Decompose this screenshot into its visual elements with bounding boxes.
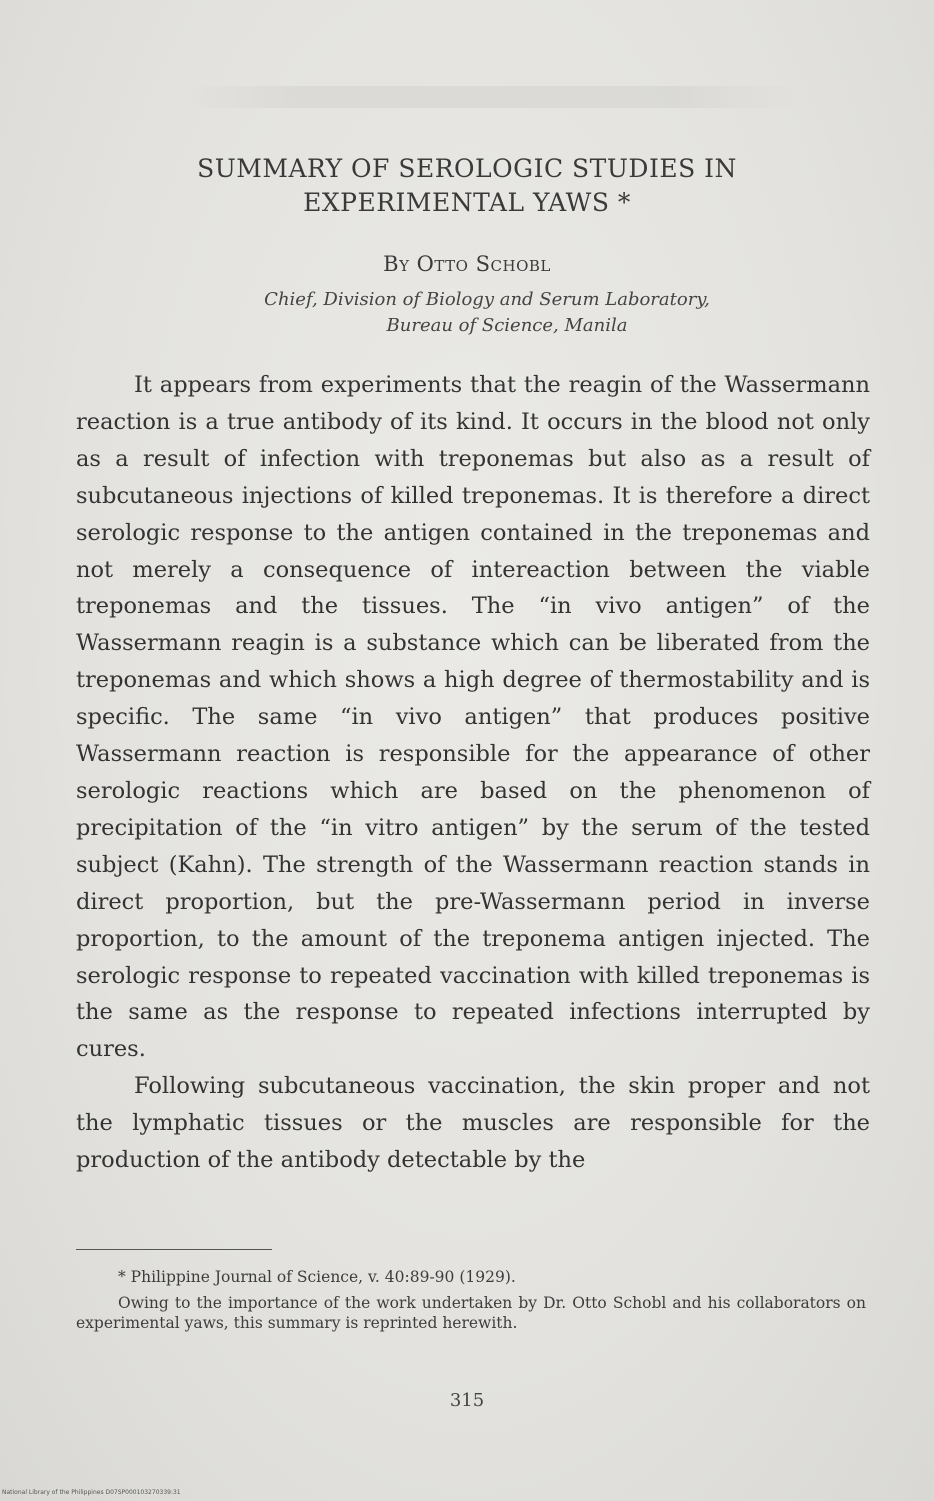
author-affiliation — [0, 287, 934, 339]
title-line-2: EXPERIMENTAL YAWS * — [303, 188, 631, 217]
article-body — [76, 367, 870, 1179]
article-title — [0, 152, 934, 220]
title-line-1: SUMMARY OF SEROLOGIC STUDIES IN — [197, 154, 737, 183]
page-number: 315 — [449, 1390, 485, 1411]
body-paragraph-1: It appears from experiments that the reagin of the Wassermann reaction is a true antibody of its kind. It occurs in the blood not only as a result of infection with treponemas but also as a result of subcutaneous injections of killed treponemas. It is therefore a direct serologic response to the antigen contained in the treponemas and not merely a consequence of intereaction between the viable treponemas and the tissues. The “in vivo antigen” of the Wassermann reagin is a substance which can be liberated from the treponemas and which shows a high degree of thermostability and is specific. The same “in vivo antigen” that produces positive Wassermann reaction is responsible for the appearance of other serologic reactions which are based on the phenomenon of precipitation of the “in vitro antigen” by the serum of the tested subject (Kahn). The strength of the Wassermann reaction stands in direct proportion, but the pre-Wassermann period in inverse proportion, to the amount of the treponema antigen injected. The serologic response to repeated vaccination with killed treponemas is the same as the response to repeated infections interrupted by cures. — [76, 372, 870, 1063]
scan-watermark: National Library of the Philippines D07SP000103270339:31 — [2, 1489, 181, 1496]
body-paragraph-2: Following subcutaneous vaccination, the skin proper and not the lymphatic tissues or the muscles are responsible for the production of the antibody detectable by the — [76, 1073, 870, 1174]
footnote-citation: * Philippine Journal of Science, v. 40:89-90 (1929). — [118, 1268, 516, 1286]
affiliation-line-2: Bureau of Science, Manila — [386, 315, 628, 336]
footnotes — [76, 1267, 866, 1333]
author-byline: By Otto Schobl — [383, 252, 551, 276]
show-through-bleed — [180, 86, 800, 108]
affiliation-line-1: Chief, Division of Biology and Serum Laboratory, — [264, 289, 710, 310]
footnote-editorial-note: Owing to the importance of the work undertaken by Dr. Otto Schobl and his collaborators on experimental yaws, this summary is reprinted herewith. — [76, 1294, 866, 1332]
footnote-separator — [76, 1249, 272, 1250]
